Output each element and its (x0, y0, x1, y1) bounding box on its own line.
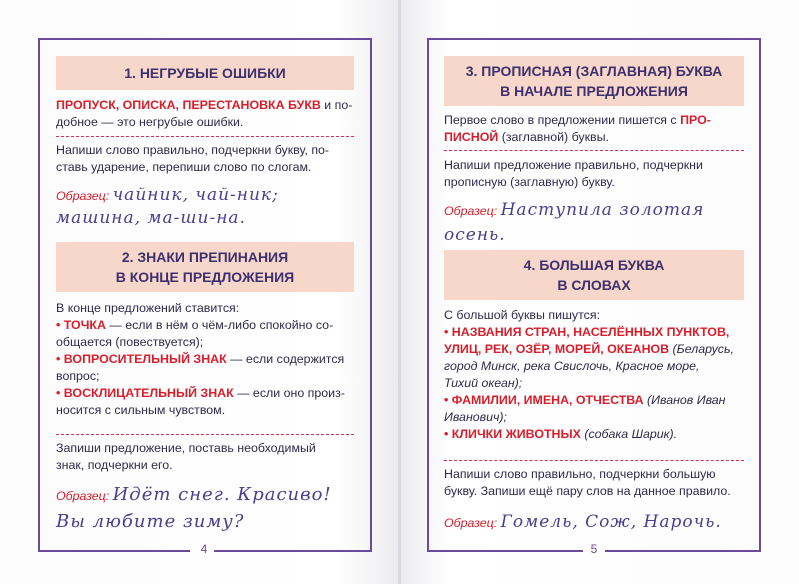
section2-item1-line2: общается (повествуется); (56, 335, 204, 349)
section3-intro-line2: (заглавной) буквы. (498, 130, 609, 144)
section2-title-line1: 2. ЗНАКИ ПРЕПИНАНИЯ (121, 249, 289, 265)
section4-task (444, 466, 750, 500)
section3-intro (444, 112, 748, 146)
section2-item3-rest: — если оно произ- (233, 386, 345, 400)
section2-sample-line1: Идёт снег. Красиво! (112, 484, 332, 505)
section3-sample-line1: Наступила золотая (500, 200, 705, 220)
section4-item3-rest: (собака Шарик). (580, 427, 678, 441)
section2-item1-red: ТОЧКА (63, 318, 106, 332)
section4-sample-line1: Гомель, Сож, Нарочь. (500, 512, 722, 532)
section3-sample (444, 198, 748, 248)
section4-sample (444, 510, 750, 535)
section4-item1-line3: город Минск, река Свислочь, Красное море, (444, 359, 700, 373)
section2-item2-rest: — если содержится (226, 352, 345, 366)
section1-sample-line1: чайник, чай-ник; (112, 185, 279, 205)
section3-intro-red1: ПРО- (680, 113, 711, 127)
section3-sample-label: Образец: (444, 204, 498, 218)
section2-item2-red: ВОПРОСИТЕЛЬНЫЙ ЗНАК (63, 352, 227, 366)
section4-item1-rest-line2: (Беларусь, (669, 342, 734, 356)
section4-intro: С большой буквы пишутся: (444, 308, 601, 322)
section4-item1-line4: Тихий океан); (444, 376, 523, 390)
section2-item2-line2: вопрос; (56, 369, 100, 383)
section1-intro-red: ПРОПУСК, ОПИСКА, ПЕРЕСТАНОВКА БУКВ (56, 98, 321, 112)
section1-divider (56, 136, 354, 137)
section4-item2-rest: (Иванов Иван (643, 393, 726, 407)
section1-intro-rest2: добное — это негрубые ошибки. (56, 115, 244, 129)
bullet-icon: • (444, 325, 449, 339)
section4-header (444, 250, 744, 300)
section2-item3-line2: носится с сильным чувством. (56, 403, 226, 417)
section3-sample-line2: осень. (444, 225, 506, 245)
section3-title-line2: В НАЧАЛЕ ПРЕДЛОЖЕНИЯ (500, 83, 688, 99)
section4-title-line1: 4. БОЛЬШАЯ БУКВА (523, 257, 665, 273)
section4-item1-red-line2: УЛИЦ, РЕК, ОЗЁР, МОРЕЙ, ОКЕАНОВ (444, 342, 670, 356)
left-page-number: 4 (200, 542, 208, 556)
section4-item3-red: КЛИЧКИ ЖИВОТНЫХ (451, 427, 581, 441)
section4-title-line2: В СЛОВАХ (557, 277, 631, 293)
section1-title: 1. НЕГРУБЫЕ ОШИБКИ (124, 65, 286, 81)
section4-divider (444, 460, 744, 461)
section2-title-line2: В КОНЦЕ ПРЕДЛОЖЕНИЯ (115, 269, 295, 285)
section4-task-line2: букву. Запиши ещё пару слов на данное правило. (444, 484, 731, 498)
section2-header (56, 242, 354, 292)
section2-item3-red: ВОСКЛИЦАТЕЛЬНЫЙ ЗНАК (63, 386, 234, 400)
section2-sample-label: Образец: (56, 489, 110, 503)
section3-divider (444, 150, 744, 151)
section3-task-line2: прописную (заглавную) букву. (444, 175, 615, 189)
book-spine (398, 0, 401, 584)
bullet-icon: • (56, 318, 61, 332)
section1-task (56, 142, 356, 176)
section4-item2-red: ФАМИЛИИ, ИМЕНА, ОТЧЕСТВА (451, 393, 644, 407)
right-page-footer-line (427, 550, 583, 552)
section2-sample-line2: Вы любите зиму? (56, 511, 245, 532)
right-page-number: 5 (590, 542, 598, 556)
section1-sample-label: Образец: (56, 189, 110, 203)
section4-rules (444, 307, 750, 443)
section3-intro-line1: Первое слово в предложении пишется с (444, 113, 681, 127)
bullet-icon: • (56, 386, 61, 400)
section3-header (444, 56, 744, 106)
section2-sample (56, 482, 358, 536)
section2-task-line1: Запиши предложение, поставь необходимый (56, 441, 316, 455)
section2-divider (56, 434, 354, 435)
section2-task (56, 440, 358, 474)
section1-task-line1: Напиши слово правильно, подчеркни букву, по- (56, 143, 330, 157)
bullet-icon: • (56, 352, 61, 366)
section4-item2-line2: Иванович); (444, 410, 507, 424)
bullet-icon: • (444, 427, 449, 441)
section1-header (56, 56, 354, 90)
section3-task-line1: Напиши предложение правильно, подчеркни (444, 158, 703, 172)
section2-item1-rest: — если в нём о чём-либо спокойно со- (105, 318, 334, 332)
left-page-footer-line (38, 550, 190, 552)
section4-sample-label: Образец: (444, 516, 498, 530)
bullet-icon: • (444, 393, 449, 407)
section1-sample-line2: машина, ма-ши-на. (56, 208, 246, 228)
section2-rules (56, 300, 358, 419)
section1-intro-rest1: и по- (320, 98, 353, 112)
section2-intro: В конце предложений ставится: (56, 301, 240, 315)
section1-task-line2: ставь ударение, перепиши слово по слогам. (56, 160, 312, 174)
section4-task-line1: Напиши слово правильно, подчеркни большую (444, 467, 716, 481)
section3-title-line1: 3. ПРОПИСНАЯ (ЗАГЛАВНАЯ) БУКВА (465, 63, 723, 79)
section3-intro-red2: ПИСНОЙ (444, 130, 499, 144)
section2-task-line2: знак, подчеркни его. (56, 458, 173, 472)
right-page-footer-line-right (605, 550, 761, 552)
section3-task (444, 157, 748, 191)
section1-intro (56, 97, 356, 131)
section1-sample (56, 184, 356, 230)
section4-item1-red-line1: НАЗВАНИЯ СТРАН, НАСЕЛЁННЫХ ПУНКТОВ, (451, 325, 730, 339)
left-page-footer-line-right (214, 550, 372, 552)
